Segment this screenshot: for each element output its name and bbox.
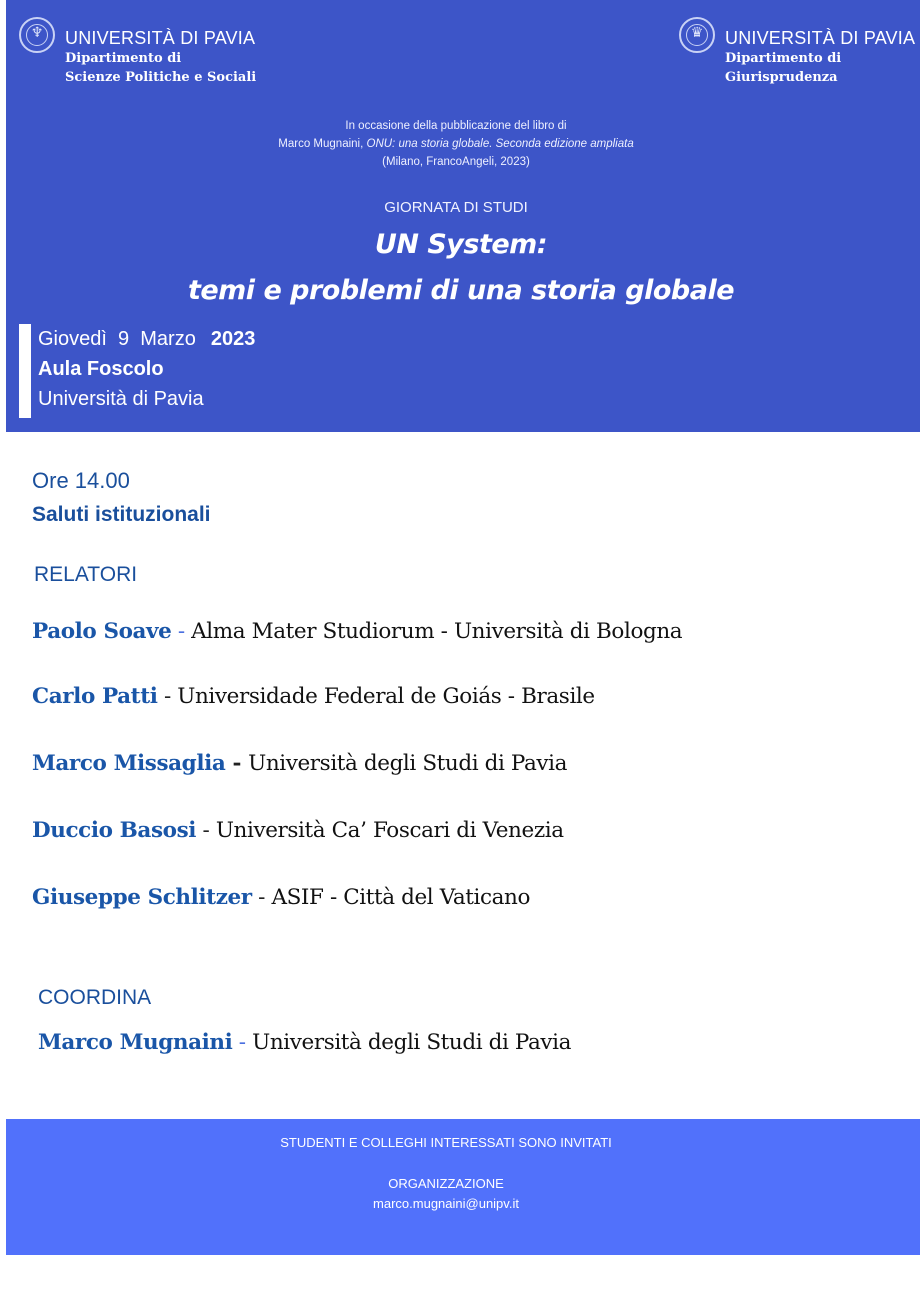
department-line2: Giurisprudenza bbox=[725, 70, 838, 85]
speaker-affiliation: Università Ca’ Foscari di Venezia bbox=[215, 818, 564, 843]
event-venue: Università di Pavia bbox=[38, 388, 204, 410]
speaker-row: Giuseppe Schlitzer - ASIF - Città del Vaticano bbox=[32, 885, 531, 910]
speakers-heading: RELATORI bbox=[34, 563, 138, 586]
contact-email[interactable]: marco.mugnaini@unipv.it bbox=[373, 1196, 519, 1211]
speaker-affiliation: ASIF - Città del Vaticano bbox=[271, 885, 531, 910]
header-banner bbox=[6, 0, 920, 432]
speaker-row: Marco Missaglia - Università degli Studi di Pavia bbox=[32, 751, 568, 776]
speaker-name: Giuseppe Schlitzer bbox=[32, 885, 252, 910]
event-room: Aula Foscolo bbox=[38, 358, 164, 380]
event-title-line1: UN System: bbox=[374, 229, 548, 260]
logo-giurisprudenza bbox=[679, 16, 915, 86]
university-seal-icon: ♆ bbox=[19, 17, 55, 53]
speaker-row: Carlo Patti - Universidade Federal de Goiás - Brasile bbox=[32, 684, 595, 709]
department-line1: Dipartimento di bbox=[65, 51, 182, 66]
speaker-row: Paolo Soave - Alma Mater Studiorum - Università di Bologna bbox=[32, 619, 683, 644]
speaker-affiliation: Universidade Federal de Goiás - Brasile bbox=[177, 684, 595, 709]
speaker-name: Marco Missaglia bbox=[32, 751, 226, 776]
event-year: 2023 bbox=[210, 328, 256, 350]
book-occasion-text bbox=[6, 117, 906, 171]
logo-scienze-politiche bbox=[19, 16, 256, 86]
chair-name: Marco Mugnaini bbox=[38, 1030, 233, 1055]
speaker-name: Paolo Soave bbox=[32, 619, 172, 644]
chair-heading: COORDINA bbox=[38, 986, 152, 1009]
occasion-line2 bbox=[6, 135, 906, 153]
speaker-affiliation: Università degli Studi di Pavia bbox=[248, 751, 568, 776]
start-time: Ore 14.00 bbox=[32, 468, 130, 493]
opening-remarks: Saluti istituzionali bbox=[32, 503, 211, 526]
department-line2: Scienze Politiche e Sociali bbox=[65, 70, 257, 85]
book-author: Marco Mugnaini, bbox=[278, 138, 367, 150]
department-line1: Dipartimento di bbox=[725, 51, 842, 66]
organization-label: ORGANIZZAZIONE bbox=[388, 1176, 504, 1191]
speaker-affiliation: Alma Mater Studiorum - Università di Bologna bbox=[191, 619, 683, 644]
university-name: UNIVERSITÀ DI PAVIA bbox=[725, 28, 916, 48]
footer-banner bbox=[6, 1119, 920, 1255]
date-venue-block bbox=[19, 324, 255, 418]
occasion-line1: In occasione della pubblicazione del libro di bbox=[345, 120, 567, 132]
invitation-text: STUDENTI E COLLEGHI INTERESSATI SONO INVITATI bbox=[280, 1135, 612, 1150]
book-title: ONU: una storia globale. Seconda edizione ampliata bbox=[366, 138, 634, 150]
event-title-line2: temi e problemi di una storia globale bbox=[187, 275, 735, 306]
university-name: UNIVERSITÀ DI PAVIA bbox=[65, 28, 256, 48]
university-seal-icon: ♛ bbox=[679, 17, 715, 53]
speaker-name: Carlo Patti bbox=[32, 684, 158, 709]
chair-row: Marco Mugnaini - Università degli Studi di Pavia bbox=[38, 1030, 572, 1055]
speaker-name: Duccio Basosi bbox=[32, 818, 197, 843]
event-date: Giovedì 9 Marzo 2023 bbox=[38, 328, 256, 350]
chair-affiliation: Università degli Studi di Pavia bbox=[252, 1030, 572, 1055]
event-type: GIORNATA DI STUDI bbox=[384, 199, 528, 216]
speaker-row: Duccio Basosi - Università Ca’ Foscari di Venezia bbox=[32, 818, 564, 843]
occasion-line3: (Milano, FrancoAngeli, 2023) bbox=[382, 156, 530, 168]
